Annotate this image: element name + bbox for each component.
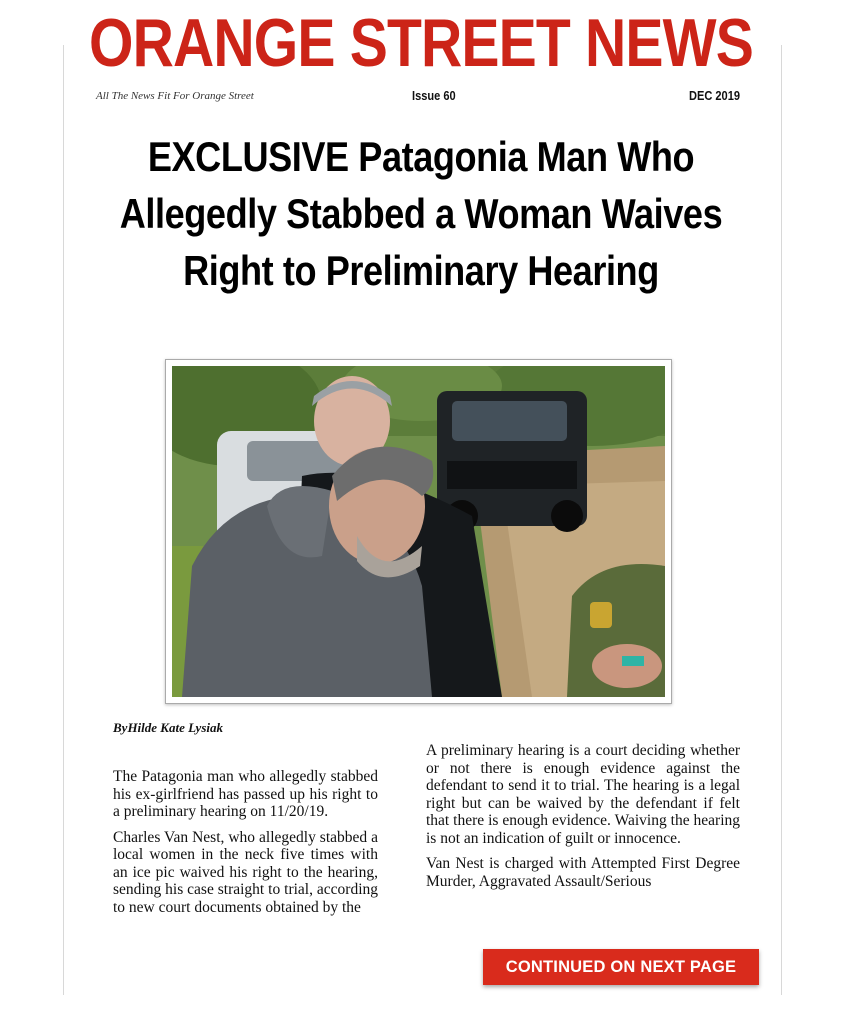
article-paragraph: A preliminary hearing is a court deciding whether or not there is enough evidence against the defendant to send it to trial. The hearing is a legal right but can be waived by the defendant if felt that there is enough evidence. Waiving the hearing is not an indication of guilt or innocence. [426,742,740,847]
article-photo [172,366,665,697]
issue-number: Issue 60 [412,88,456,103]
article-paragraph: The Patagonia man who allegedly stabbed his ex-girlfriend has passed up his right to a preliminary hearing on 11/20/19. [113,768,378,820]
article-headline [60,128,782,299]
article-column-left [113,768,378,924]
headline-line: Allegedly Stabbed a Woman Waives [119,190,723,237]
article-paragraph: Charles Van Nest, who allegedly stabbed a local women in the neck five times with an ice pic waived his right to the hearing, sending his case straight to trial, according to new court documents obtained by the [113,828,378,916]
article-photo-frame [165,359,672,704]
continued-on-next-page-button[interactable]: CONTINUED ON NEXT PAGE [483,949,759,985]
headline-line: Right to Preliminary Hearing [183,247,659,294]
article-column-right [426,742,740,898]
article-paragraph: Van Nest is charged with Attempted First Degree Murder, Aggravated Assault/Serious [426,855,740,890]
issue-date: DEC 2019 [689,88,740,103]
article-byline: ByHilde Kate Lysiak [113,720,223,735]
headline-line: EXCLUSIVE Patagonia Man Who [147,133,695,180]
masthead-title: ORANGE STREET NEWS [88,5,754,81]
masthead-tagline: All The News Fit For Orange Street [96,90,254,102]
